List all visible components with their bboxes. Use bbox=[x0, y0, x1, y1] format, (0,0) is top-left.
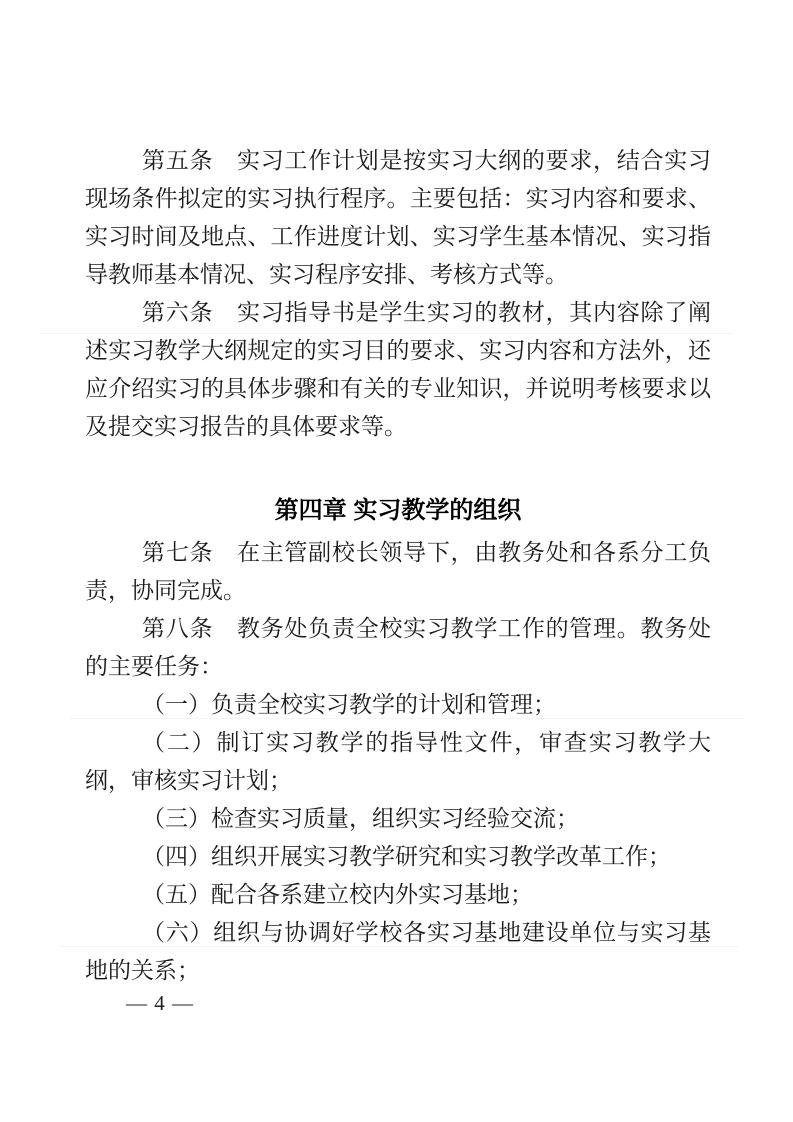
task-item-6: （六）组织与协调好学校各实习基地建设单位与实习基地的关系； bbox=[85, 920, 711, 983]
article-7-paragraph: 第七条 在主管副校长领导下，由教务处和各系分工负责，协同完成。 bbox=[85, 540, 711, 603]
task-item-3: （三）检查实习质量，组织实习经验交流； bbox=[142, 806, 579, 831]
task-item-1: （一）负责全校实习教学的计划和管理； bbox=[142, 692, 556, 717]
article-6-paragraph: 第六条 实习指导书是学生实习的教材，其内容除了阐述实习教学大纲规定的实习目的要求、实习内容和方法外，还应介绍实习的具体步骤和有关的专业知识，并说明考核要求以及提交实习报告的具体要求等。 bbox=[85, 300, 711, 439]
page-number: — 4 — bbox=[126, 991, 194, 1015]
task-item-5: （五）配合各系建立校内外实习基地； bbox=[142, 882, 533, 907]
article-8-paragraph: 第八条 教务处负责全校实习教学工作的管理。教务处的主要任务： bbox=[85, 616, 711, 679]
chapter-4-heading: 第四章 实习教学的组织 bbox=[274, 497, 522, 524]
task-item-4: （四）组织开展实习教学研究和实习教学改革工作； bbox=[142, 844, 671, 869]
document-body bbox=[85, 142, 711, 990]
article-5-paragraph: 第五条 实习工作计划是按实习大纲的要求，结合实习现场条件拟定的实习执行程序。主要包括：实习内容和要求、实习时间及地点、工作进度计划、实习学生基本情况、实习指导教师基本情况、实习程序安排、考核方式等。 bbox=[85, 148, 711, 287]
task-item-2: （二）制订实习教学的指导性文件，审查实习教学大纲，审核实习计划； bbox=[85, 730, 711, 793]
